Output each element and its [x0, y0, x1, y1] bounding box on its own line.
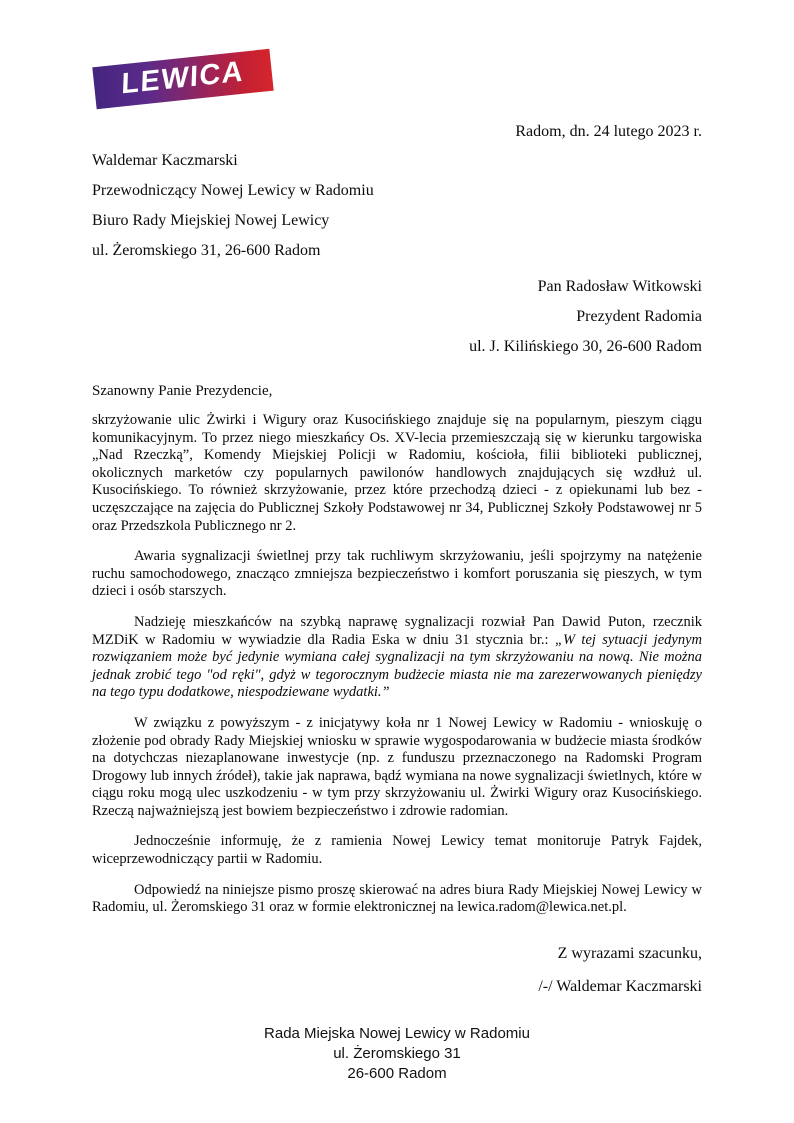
- recipient-address: ul. J. Kilińskiego 30, 26-600 Radom: [469, 338, 702, 355]
- footer-line-street: ul. Żeromskiego 31: [333, 1045, 461, 1062]
- recipient-block: [92, 272, 702, 362]
- recipient-name: Pan Radosław Witkowski: [537, 278, 702, 295]
- closing-phrase: Z wyrazami szacunku,: [557, 944, 702, 962]
- sender-office: Biuro Rady Miejskiej Nowej Lewicy: [92, 212, 330, 229]
- closing-signature: /-/ Waldemar Kaczmarski: [538, 977, 702, 995]
- paragraph-intersection: skrzyżowanie ulic Żwirki i Wigury oraz Kusocińskiego znajduje się na popularnym, pieszym ciągu komunikacyjnym. To przez niego mieszkańcy Os. XV-lecia przemieszczają się w kierunku targowiska „Nad Rzeczką”, Komendy Miejskiej Policji w Radomiu, kościoła, filii biblioteki publicznej, okolicznych marketów czy popularnych pawilonów handlowych znajdujących się wzdłuż ul. Kusocińskiego. To również skrzyżowanie, przez które przechodzą dzieci - z opiekunami lub bez - uczęszczające na zajęcia do Publicznej Szkoły Podstawowej nr 34, Publicznej Szkoły Podstawowej nr 5 oraz Przedszkola Publicznego nr 2.: [92, 412, 702, 534]
- paragraph-monitoring: Jednocześnie informuję, że z ramienia Nowej Lewicy temat monitoruje Patryk Fajdek, wiceprzewodniczący partii w Radomiu.: [92, 833, 702, 868]
- footer-address: [0, 1024, 794, 1084]
- paragraph-quote-lead: Nadzieję mieszkańców na szybką naprawę sygnalizacji rozwiał Pan Dawid Puton, rzecznik MZDiK w Radomiu w wywiadzie dla Radia Eska w dniu 31 stycznia br.:: [92, 613, 702, 648]
- lewica-logo: [92, 49, 273, 109]
- sender-address: ul. Żeromskiego 31, 26-600 Radom: [92, 242, 321, 259]
- paragraph-motion: W związku z powyższym - z inicjatywy koła nr 1 Nowej Lewicy w Radomiu - wnioskuję o złożenie pod obrady Rady Miejskiej wniosku w sprawie wygospodarowania w budżecie miasta środków na dotychczas niezaplanowane inwestycje (np. z funduszu przeznaczonego na Radomski Program Drogowy lub innych źródeł), takie jak naprawa, bądź wymiana na nowe sygnalizacji świetlnych, które w ciągu roku mogą ulec uszkodzeniu - w tym przy skrzyżowaniu ul. Żwirki Wigury oraz Kusocińskiego. Rzeczą najważniejszą jest bowiem bezpieczeństwo i zdrowie radomian.: [92, 714, 702, 819]
- closing-block: [92, 937, 702, 1003]
- paragraph-reply-address: Odpowiedź na niniejsze pismo proszę skierować na adres biura Rady Miejskiej Nowej Lewicy w Radomiu, ul. Żeromskiego 31 oraz w formie elektronicznej na lewica.radom@lewica.net.pl.: [92, 881, 702, 916]
- footer-line-city: 26-600 Radom: [347, 1065, 447, 1082]
- recipient-title: Prezydent Radomia: [576, 308, 702, 325]
- paragraph-quote: [92, 614, 702, 702]
- paragraph-quote-citation: „W tej sytuacji jedynym rozwiązaniem może być jedynie wymiana całej sygnalizacji na tym skrzyżowaniu na nową. Nie można jednak zrobić tego "od ręki", gdyż w tegorocznym budżecie miasta nie ma zarezerwowanych pieniędzy na tego typu dodatkowe, niespodziewane wydatki.”: [92, 631, 702, 701]
- footer-line-organization: Rada Miejska Nowej Lewicy w Radomiu: [264, 1025, 530, 1042]
- paragraph-failure: Awaria sygnalizacji świetlnej przy tak ruchliwym skrzyżowaniu, jeśli spojrzymy na natężenie ruchu samochodowego, znacząco zmniejsza bezpieczeństwo i komfort poruszania się pieszych, w tym dzieci i osób starszych.: [92, 548, 702, 600]
- date-line: Radom, dn. 24 lutego 2023 r.: [515, 123, 702, 140]
- sender-name: Waldemar Kaczmarski: [92, 152, 238, 169]
- salutation: Szanowny Panie Prezydencie,: [92, 383, 273, 399]
- sender-block: [92, 146, 702, 266]
- sender-title: Przewodniczący Nowej Lewicy w Radomiu: [92, 182, 374, 199]
- lewica-logo-text: LEWICA: [121, 54, 245, 101]
